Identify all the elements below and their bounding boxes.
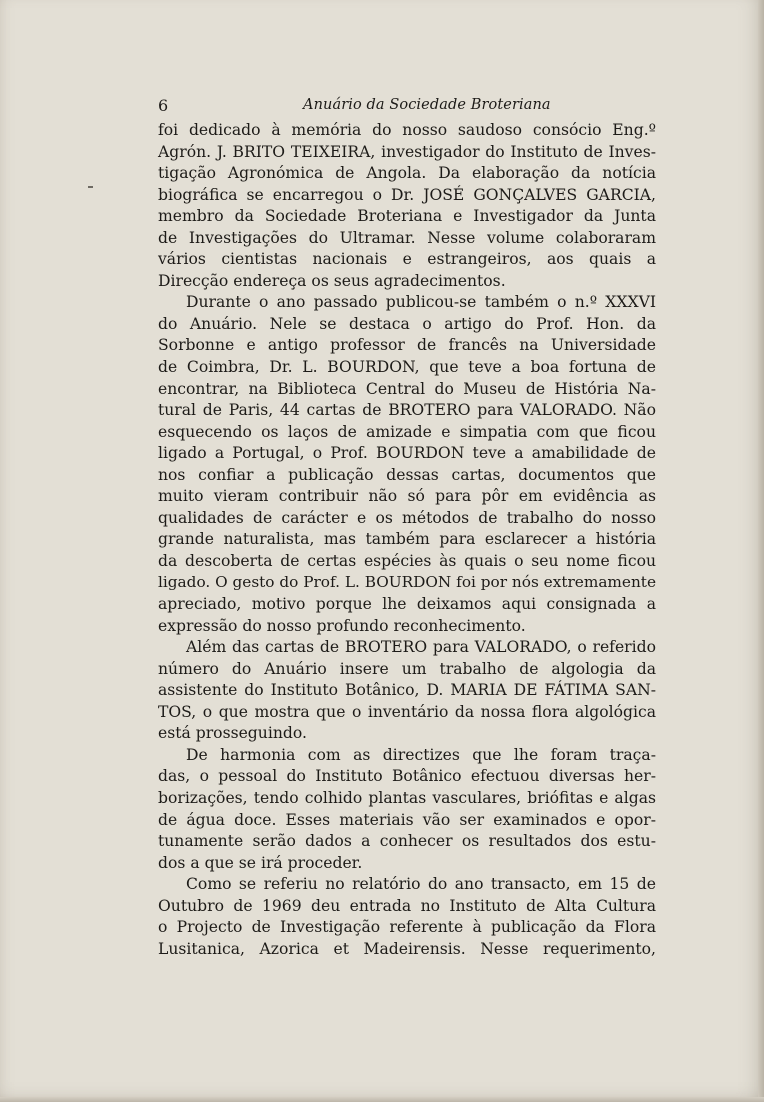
text-line: esquecendo os laços de amizade e simpatia com que ficou <box>158 422 656 441</box>
text-line: vários cientistas nacionais e estrangeiros, aos quais a <box>158 250 656 269</box>
text-line: foi dedicado à memória do nosso saudoso consócio Eng.º <box>158 121 656 139</box>
text-line: está prosseguindo. <box>158 724 307 743</box>
text-line: qualidades de carácter e os métodos de trabalho do nosso <box>158 508 656 527</box>
text-line: das, o pessoal do Instituto Botânico efectuou diversas her- <box>158 767 656 786</box>
text-line: grande naturalista, mas também para esclarecer a história <box>158 530 656 549</box>
page-header <box>158 96 656 120</box>
text-line: Sorbonne e antigo professor de francês na Universidade <box>158 336 656 355</box>
text-line: membro da Sociedade Broteriana e Investigador da Junta <box>158 207 656 226</box>
body-text <box>158 120 656 960</box>
text-line: tural de Paris, 44 cartas de BROTERO para VALORADO. Não <box>158 401 656 420</box>
text-line: assistente do Instituto Botânico, D. MARIA DE FÁTIMA SAN- <box>158 681 656 700</box>
text-line: tunamente serão dados a conhecer os resultados dos estu- <box>158 832 656 851</box>
page-edge-right <box>758 0 764 1102</box>
text-line: ligado a Portugal, o Prof. BOURDON teve a amabilidade de <box>158 444 656 463</box>
running-title: Anuário da Sociedade Broteriana <box>303 97 551 113</box>
text-line: de água doce. Esses materiais vão ser examinados e opor- <box>158 810 656 829</box>
text-line: de Investigações do Ultramar. Nesse volume colaboraram <box>158 228 656 247</box>
page-number: 6 <box>158 96 169 115</box>
text-line: Como se referiu no relatório do ano transacto, em 15 de <box>186 875 656 894</box>
text-line: ligado. O gesto do Prof. L. BOURDON foi por nós extremamente <box>158 573 656 592</box>
text-line: encontrar, na Biblioteca Central do Museu de História Na- <box>158 379 656 398</box>
text-line: tigação Agronómica de Angola. Da elaboração da notícia <box>158 164 656 183</box>
text-line: do Anuário. Nele se destaca o artigo do Prof. Hon. da <box>158 314 656 333</box>
text-line: De harmonia com as directizes que lhe foram traça- <box>186 745 656 764</box>
text-line: da descoberta de certas espécies às quais o seu nome ficou <box>158 551 656 570</box>
text-line: biográfica se encarregou o Dr. JOSÉ GONÇALVES GARCIA, <box>158 185 656 204</box>
text-line: Além das cartas de BROTERO para VALORADO, o referido <box>186 638 656 657</box>
text-line: Outubro de 1969 deu entrada no Instituto de Alta Cultura <box>158 896 656 915</box>
text-line: Direcção endereça os seus agradecimentos. <box>158 271 506 290</box>
text-line: nos confiar a publicação dessas cartas, documentos que <box>158 465 656 484</box>
text-line: borizações, tendo colhido plantas vasculares, briófitas e algas <box>158 788 656 807</box>
text-line: expressão do nosso profundo reconhecimento. <box>158 616 526 635</box>
text-line: número do Anuário insere um trabalho de algologia da <box>158 659 656 678</box>
text-line: muito vieram contribuir não só para pôr em evidência as <box>158 487 656 506</box>
text-line: Agrón. J. BRITO TEIXEIRA, investigador do Instituto de Inves- <box>158 142 656 161</box>
text-line: TOS, o que mostra que o inventário da nossa flora algológica <box>158 702 656 721</box>
text-line: dos a que se irá proceder. <box>158 853 363 872</box>
margin-mark <box>88 186 93 188</box>
text-line: Lusitanica, Azorica et Madeirensis. Nesse requerimento, <box>158 939 656 958</box>
text-line: Durante o ano passado publicou-se também o n.º XXXVI <box>186 293 656 312</box>
page-edge-bottom <box>0 1097 764 1102</box>
text-line: de Coimbra, Dr. L. BOURDON, que teve a boa fortuna de <box>158 358 656 377</box>
text-line: apreciado, motivo porque lhe deixamos aqui consignada a <box>158 595 656 614</box>
text-line: o Projecto de Investigação referente à publicação da Flora <box>158 918 656 937</box>
